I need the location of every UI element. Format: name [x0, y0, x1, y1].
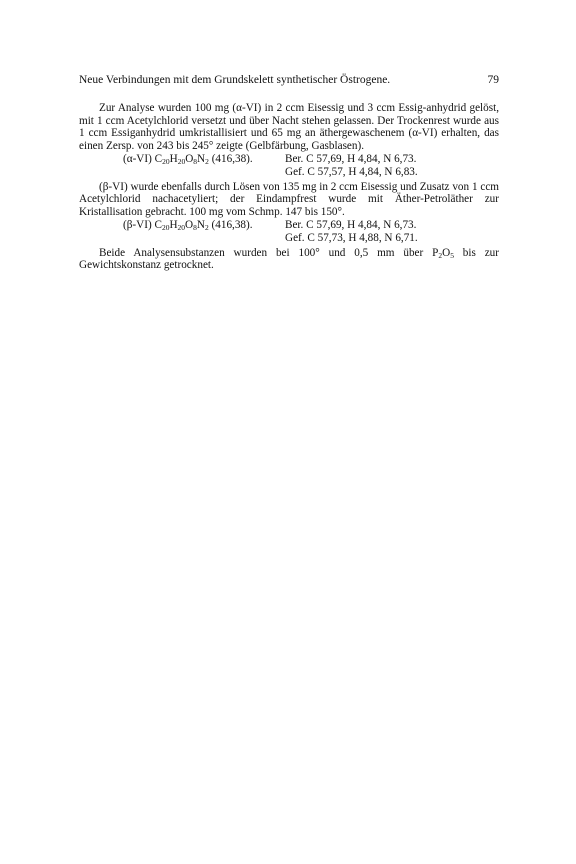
analysis-beta-calculated: Ber. C 57,69, H 4,84, N 6,73.: [285, 219, 417, 232]
paragraph-1: Zur Analyse wurden 100 mg (α-VI) in 2 ccm Eisessig und 3 ccm Essig-anhydrid gelöst, mit 1 ccm Acetylchlorid versetzt und über Nacht stehen gelassen. Der Trockenrest wurde aus 1 ccm Essiganhydrid umkristallisiert und 65 mg an äthergewaschenem (α-VI) erhalten, das einen Zersp. von 243 bis 245° zeigte (Gelbfärbung, Gasblasen).: [79, 102, 499, 152]
analysis-beta: [79, 219, 499, 244]
analysis-alpha-found: Gef. C 57,57, H 4,84, N 6,83.: [285, 165, 418, 178]
analysis-alpha-calculated: Ber. C 57,69, H 4,84, N 6,73.: [285, 153, 417, 166]
header-title: Neue Verbindungen mit dem Grundskelett synthetischer Östrogene.: [79, 74, 391, 86]
paragraph-3: Beide Analysensubstanzen wurden bei 100° und 0,5 mm über $P_2O_5$ bis zur Gewichtskonstanz getrocknet.: [79, 246, 500, 272]
analysis-beta-found: Gef. C 57,73, H 4,88, N 6,71.: [285, 231, 418, 244]
analysis-alpha-formula: (α-VI) $C_{20}H_{20}O_8N_2$ (416,38).: [123, 153, 253, 167]
page-number: 79: [487, 74, 499, 86]
analysis-alpha: [79, 153, 499, 178]
paragraph-2: (β-VI) wurde ebenfalls durch Lösen von 135 mg in 2 ccm Eisessig und Zusatz von 1 ccm Acetylchlorid nachacetyliert; der Eindampfrest wurde mit Äther-Petroläther zur Kristallisation gebracht. 100 mg vom Schmp. 147 bis 150°.: [79, 180, 499, 218]
body-text: [79, 102, 499, 272]
running-header: [79, 74, 499, 86]
analysis-beta-formula: (β-VI) $C_{20}H_{20}O_8N_2$ (416,38).: [123, 219, 253, 233]
